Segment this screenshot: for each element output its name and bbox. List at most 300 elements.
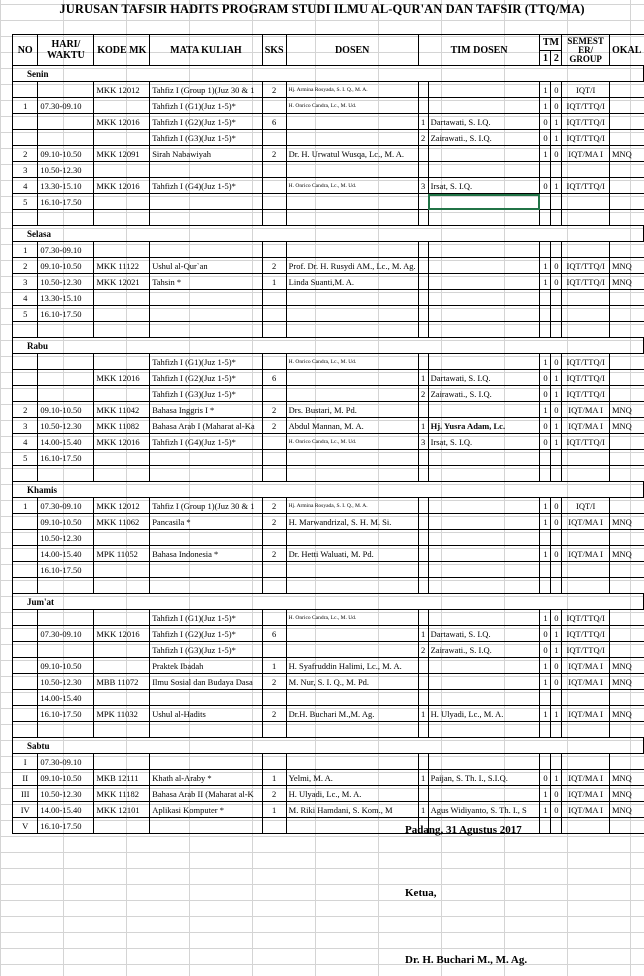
cell-tim-no[interactable] (418, 258, 428, 274)
cell-mata-kuliah[interactable]: Tahfizh I (G1)(Juz 1-5)* (150, 610, 262, 626)
cell-dosen[interactable] (286, 690, 418, 706)
cell-tm-1[interactable]: 0 (540, 434, 551, 450)
cell-sks[interactable]: 2 (262, 418, 286, 434)
cell-waktu[interactable] (38, 386, 94, 402)
cell-tim-dosen[interactable] (428, 242, 540, 258)
cell-dosen[interactable]: Linda Suanti,M. A. (286, 274, 418, 290)
cell-ket[interactable]: MNQ (609, 514, 643, 530)
cell-tim-no[interactable] (418, 306, 428, 322)
cell-tm-1[interactable]: 1 (540, 546, 551, 562)
cell-tim-no[interactable]: 1 (418, 706, 428, 722)
cell-tim-dosen[interactable]: Zairawati., S. I.Q. (428, 130, 540, 146)
cell-ket[interactable] (609, 466, 643, 482)
cell-sks[interactable] (262, 562, 286, 578)
cell-tm-1[interactable]: 1 (540, 658, 551, 674)
cell-kode-mk[interactable] (94, 658, 150, 674)
cell-kode-mk[interactable] (94, 642, 150, 658)
cell-no[interactable] (13, 578, 38, 594)
cell-tm-1[interactable] (540, 754, 551, 770)
day-name[interactable]: Sabtu (13, 738, 644, 754)
cell-waktu[interactable]: 13.30-15.10 (38, 178, 94, 194)
cell-tm-1[interactable] (540, 578, 551, 594)
cell-mata-kuliah[interactable]: Tahfizh I (G1)(Juz 1-5)* (150, 98, 262, 114)
cell-tm-1[interactable]: 0 (540, 178, 551, 194)
cell-no[interactable] (13, 722, 38, 738)
cell-waktu[interactable] (38, 82, 94, 98)
cell-tm-1[interactable]: 1 (540, 514, 551, 530)
cell-tim-no[interactable] (418, 674, 428, 690)
cell-kode-mk[interactable]: MKK 11042 (94, 402, 150, 418)
cell-tm-1[interactable]: 1 (540, 498, 551, 514)
cell-semester[interactable]: IQT/MA I (562, 706, 610, 722)
cell-no[interactable]: V (13, 818, 38, 834)
cell-tm-1[interactable]: 1 (540, 706, 551, 722)
cell-no[interactable] (13, 674, 38, 690)
cell-tim-dosen[interactable] (428, 402, 540, 418)
cell-kode-mk[interactable] (94, 818, 150, 834)
cell-tim-dosen[interactable]: Dartawati, S. I.Q. (428, 370, 540, 386)
cell-ket[interactable] (609, 434, 643, 450)
cell-semester[interactable]: IQT/TTQ/I (562, 642, 610, 658)
cell-waktu[interactable] (38, 466, 94, 482)
cell-sks[interactable] (262, 322, 286, 338)
cell-tm-2[interactable]: 0 (551, 802, 562, 818)
cell-tim-dosen[interactable] (428, 322, 540, 338)
cell-semester[interactable] (562, 306, 610, 322)
cell-no[interactable]: 1 (13, 242, 38, 258)
cell-mata-kuliah[interactable]: Ushul al-Qur`an (150, 258, 262, 274)
cell-sks[interactable] (262, 162, 286, 178)
cell-mata-kuliah[interactable]: Ilmu Sosial dan Budaya Dasa (150, 674, 262, 690)
cell-no[interactable]: 4 (13, 434, 38, 450)
cell-tm-2[interactable]: 0 (551, 610, 562, 626)
cell-tm-2[interactable]: 1 (551, 114, 562, 130)
cell-kode-mk[interactable] (94, 354, 150, 370)
cell-no[interactable]: IV (13, 802, 38, 818)
cell-tim-no[interactable] (418, 98, 428, 114)
cell-kode-mk[interactable] (94, 722, 150, 738)
cell-mata-kuliah[interactable] (150, 722, 262, 738)
cell-kode-mk[interactable]: MKK 12091 (94, 146, 150, 162)
cell-mata-kuliah[interactable]: Bahasa Indonesia * (150, 546, 262, 562)
cell-tm-2[interactable]: 0 (551, 146, 562, 162)
cell-kode-mk[interactable] (94, 242, 150, 258)
cell-ket[interactable]: MNQ (609, 146, 643, 162)
cell-tm-2[interactable]: 0 (551, 354, 562, 370)
cell-dosen[interactable]: Drs. Bustari, M. Pd. (286, 402, 418, 418)
cell-ket[interactable] (609, 194, 643, 210)
cell-waktu[interactable]: 16.10-17.50 (38, 706, 94, 722)
cell-mata-kuliah[interactable]: Tahfiz I (Group 1)(Juz 30 & 1 (150, 498, 262, 514)
cell-kode-mk[interactable]: MKK 11082 (94, 418, 150, 434)
day-name[interactable]: Selasa (13, 226, 644, 242)
cell-tm-1[interactable]: 0 (540, 626, 551, 642)
cell-tm-2[interactable]: 0 (551, 546, 562, 562)
cell-tm-2[interactable] (551, 578, 562, 594)
cell-tm-2[interactable]: 0 (551, 786, 562, 802)
cell-dosen[interactable]: H. Onrico Candra, Lc., M. Ud. (286, 610, 418, 626)
cell-ket[interactable] (609, 114, 643, 130)
col-header-tm-1[interactable]: 1 (540, 51, 551, 66)
cell-mata-kuliah[interactable] (150, 194, 262, 210)
cell-mata-kuliah[interactable]: Tahfiz I (Group 1)(Juz 30 & 1 (150, 82, 262, 98)
cell-waktu[interactable]: 09.10-10.50 (38, 770, 94, 786)
cell-kode-mk[interactable] (94, 450, 150, 466)
col-header-tm-2[interactable]: 2 (551, 51, 562, 66)
cell-semester[interactable] (562, 818, 610, 834)
cell-tm-1[interactable] (540, 210, 551, 226)
cell-waktu[interactable] (38, 722, 94, 738)
cell-semester[interactable] (562, 690, 610, 706)
cell-ket[interactable] (609, 306, 643, 322)
cell-sks[interactable]: 1 (262, 658, 286, 674)
cell-semester[interactable]: IQT/TTQ/I (562, 354, 610, 370)
col-header-kode-mk[interactable]: KODE MK (94, 35, 150, 66)
cell-ket[interactable] (609, 98, 643, 114)
cell-kode-mk[interactable] (94, 466, 150, 482)
cell-semester[interactable] (562, 210, 610, 226)
cell-tm-1[interactable] (540, 530, 551, 546)
cell-sks[interactable] (262, 306, 286, 322)
cell-waktu[interactable]: 09.10-10.50 (38, 658, 94, 674)
cell-tm-2[interactable]: 0 (551, 498, 562, 514)
cell-ket[interactable]: MNQ (609, 786, 643, 802)
cell-semester[interactable] (562, 578, 610, 594)
cell-tm-2[interactable]: 1 (551, 770, 562, 786)
cell-tim-dosen[interactable] (428, 146, 540, 162)
cell-tm-1[interactable]: 1 (540, 610, 551, 626)
cell-semester[interactable] (562, 450, 610, 466)
cell-tm-2[interactable]: 1 (551, 418, 562, 434)
cell-sks[interactable]: 6 (262, 114, 286, 130)
cell-dosen[interactable] (286, 194, 418, 210)
cell-kode-mk[interactable]: MKK 12012 (94, 498, 150, 514)
cell-ket[interactable] (609, 818, 643, 834)
cell-sks[interactable]: 2 (262, 706, 286, 722)
cell-waktu[interactable]: 10.50-12.30 (38, 674, 94, 690)
cell-tim-dosen[interactable] (428, 466, 540, 482)
cell-kode-mk[interactable]: MKK 12016 (94, 434, 150, 450)
cell-no[interactable] (13, 82, 38, 98)
cell-ket[interactable]: MNQ (609, 674, 643, 690)
cell-mata-kuliah[interactable]: Khath al-Araby * (150, 770, 262, 786)
cell-ket[interactable]: MNQ (609, 418, 643, 434)
cell-dosen[interactable] (286, 306, 418, 322)
cell-tim-no[interactable] (418, 194, 428, 210)
cell-tm-1[interactable]: 0 (540, 130, 551, 146)
cell-tim-no[interactable] (418, 210, 428, 226)
cell-semester[interactable]: IQT/MA I (562, 546, 610, 562)
day-name[interactable]: Jum'at (13, 594, 644, 610)
cell-tim-dosen[interactable]: Irsat, S. I.Q. (428, 178, 540, 194)
cell-semester[interactable] (562, 242, 610, 258)
cell-dosen[interactable]: H. Ulyadi, Lc., M. A. (286, 786, 418, 802)
cell-no[interactable]: III (13, 786, 38, 802)
cell-no[interactable] (13, 690, 38, 706)
cell-dosen[interactable] (286, 386, 418, 402)
cell-tim-no[interactable] (418, 498, 428, 514)
cell-mata-kuliah[interactable]: Tahfizh I (G3)(Juz 1-5)* (150, 386, 262, 402)
cell-dosen[interactable] (286, 578, 418, 594)
cell-no[interactable]: 3 (13, 418, 38, 434)
cell-semester[interactable]: IQT/TTQ/I (562, 258, 610, 274)
cell-mata-kuliah[interactable] (150, 562, 262, 578)
cell-mata-kuliah[interactable] (150, 242, 262, 258)
cell-kode-mk[interactable]: MKK 12016 (94, 178, 150, 194)
cell-tm-1[interactable] (540, 322, 551, 338)
cell-waktu[interactable]: 07.30-09.10 (38, 626, 94, 642)
cell-tim-dosen[interactable] (428, 354, 540, 370)
cell-sks[interactable]: 2 (262, 674, 286, 690)
cell-sks[interactable]: 2 (262, 146, 286, 162)
col-header-sks[interactable]: SKS (262, 35, 286, 66)
cell-tm-2[interactable]: 0 (551, 274, 562, 290)
cell-ket[interactable]: MNQ (609, 802, 643, 818)
cell-tim-dosen[interactable] (428, 290, 540, 306)
cell-kode-mk[interactable]: MKK 12016 (94, 626, 150, 642)
cell-tim-no[interactable] (418, 722, 428, 738)
cell-sks[interactable] (262, 354, 286, 370)
cell-tim-no[interactable] (418, 322, 428, 338)
cell-kode-mk[interactable] (94, 130, 150, 146)
cell-tm-2[interactable] (551, 290, 562, 306)
cell-sks[interactable] (262, 578, 286, 594)
cell-no[interactable]: 2 (13, 146, 38, 162)
cell-tim-no[interactable] (418, 530, 428, 546)
cell-mata-kuliah[interactable]: Tahfizh I (G2)(Juz 1-5)* (150, 626, 262, 642)
cell-dosen[interactable] (286, 242, 418, 258)
cell-tim-no[interactable] (418, 450, 428, 466)
cell-waktu[interactable] (38, 370, 94, 386)
cell-semester[interactable] (562, 530, 610, 546)
cell-tim-dosen[interactable]: Paijan, S. Th. I., S.I.Q. (428, 770, 540, 786)
cell-no[interactable] (13, 466, 38, 482)
cell-sks[interactable]: 2 (262, 498, 286, 514)
cell-tim-no[interactable]: 1 (418, 770, 428, 786)
cell-mata-kuliah[interactable]: Tahfizh I (G4)(Juz 1-5)* (150, 434, 262, 450)
cell-sks[interactable]: 2 (262, 258, 286, 274)
cell-tm-1[interactable] (540, 194, 551, 210)
cell-sks[interactable] (262, 610, 286, 626)
cell-no[interactable] (13, 706, 38, 722)
cell-tm-1[interactable]: 1 (540, 674, 551, 690)
cell-ket[interactable] (609, 722, 643, 738)
cell-tm-1[interactable]: 1 (540, 258, 551, 274)
cell-dosen[interactable]: M. Riki Hamdani, S. Kom., M (286, 802, 418, 818)
cell-mata-kuliah[interactable] (150, 466, 262, 482)
cell-no[interactable] (13, 354, 38, 370)
cell-sks[interactable]: 2 (262, 402, 286, 418)
cell-sks[interactable] (262, 210, 286, 226)
cell-tim-no[interactable]: 3 (418, 434, 428, 450)
cell-semester[interactable]: IQT/MA I (562, 514, 610, 530)
cell-tm-1[interactable]: 0 (540, 418, 551, 434)
cell-semester[interactable]: IQT/MA I (562, 786, 610, 802)
cell-no[interactable]: 3 (13, 162, 38, 178)
cell-waktu[interactable] (38, 354, 94, 370)
cell-mata-kuliah[interactable]: Bahasa Arab I (Maharat al-Ka (150, 418, 262, 434)
cell-sks[interactable]: 1 (262, 770, 286, 786)
cell-semester[interactable]: IQT/TTQ/I (562, 98, 610, 114)
cell-semester[interactable]: IQT/TTQ/I (562, 386, 610, 402)
cell-tim-dosen[interactable] (428, 450, 540, 466)
cell-tm-1[interactable]: 1 (540, 402, 551, 418)
cell-ket[interactable] (609, 370, 643, 386)
cell-mata-kuliah[interactable] (150, 690, 262, 706)
cell-tm-1[interactable] (540, 818, 551, 834)
cell-no[interactable]: 5 (13, 194, 38, 210)
cell-tm-2[interactable] (551, 466, 562, 482)
cell-tim-dosen[interactable] (428, 610, 540, 626)
cell-sks[interactable] (262, 818, 286, 834)
cell-ket[interactable] (609, 562, 643, 578)
cell-tm-1[interactable]: 0 (540, 114, 551, 130)
cell-tm-2[interactable]: 1 (551, 130, 562, 146)
cell-tim-no[interactable] (418, 466, 428, 482)
cell-tim-no[interactable] (418, 290, 428, 306)
cell-tm-1[interactable] (540, 306, 551, 322)
cell-mata-kuliah[interactable]: Bahasa Arab II (Maharat al-K (150, 786, 262, 802)
cell-mata-kuliah[interactable]: Ushul al-Hadits (150, 706, 262, 722)
cell-ket[interactable]: MNQ (609, 546, 643, 562)
cell-dosen[interactable]: M. Nur, S. I. Q., M. Pd. (286, 674, 418, 690)
cell-semester[interactable] (562, 562, 610, 578)
cell-tim-no[interactable] (418, 562, 428, 578)
cell-mata-kuliah[interactable] (150, 322, 262, 338)
cell-tim-no[interactable]: 1 (418, 418, 428, 434)
cell-dosen[interactable]: H. Marwandrizal, S. H. M. Si. (286, 514, 418, 530)
cell-tm-2[interactable]: 0 (551, 674, 562, 690)
cell-tm-1[interactable] (540, 466, 551, 482)
cell-dosen[interactable] (286, 818, 418, 834)
cell-tm-2[interactable] (551, 242, 562, 258)
cell-tim-no[interactable] (418, 786, 428, 802)
cell-semester[interactable]: IQT/MA I (562, 802, 610, 818)
cell-semester[interactable] (562, 722, 610, 738)
cell-waktu[interactable]: 10.50-12.30 (38, 162, 94, 178)
cell-tm-2[interactable]: 0 (551, 402, 562, 418)
cell-mata-kuliah[interactable]: Tahfizh I (G3)(Juz 1-5)* (150, 642, 262, 658)
cell-tm-1[interactable]: 0 (540, 386, 551, 402)
cell-no[interactable]: 3 (13, 274, 38, 290)
cell-semester[interactable] (562, 194, 610, 210)
cell-semester[interactable] (562, 466, 610, 482)
cell-semester[interactable] (562, 162, 610, 178)
cell-dosen[interactable]: Dr. Hetti Waluati, M. Pd. (286, 546, 418, 562)
cell-ket[interactable] (609, 354, 643, 370)
cell-tm-1[interactable] (540, 690, 551, 706)
cell-dosen[interactable] (286, 754, 418, 770)
cell-tm-2[interactable] (551, 194, 562, 210)
cell-ket[interactable]: MNQ (609, 658, 643, 674)
cell-tim-no[interactable] (418, 274, 428, 290)
col-header-ket[interactable]: OKAL (609, 35, 643, 66)
cell-sks[interactable]: 6 (262, 370, 286, 386)
cell-waktu[interactable]: 07.30-09.10 (38, 498, 94, 514)
cell-semester[interactable]: IQT/TTQ/I (562, 274, 610, 290)
cell-waktu[interactable] (38, 610, 94, 626)
cell-ket[interactable] (609, 130, 643, 146)
cell-kode-mk[interactable]: MKK 11122 (94, 258, 150, 274)
cell-sks[interactable] (262, 754, 286, 770)
cell-no[interactable] (13, 546, 38, 562)
cell-waktu[interactable]: 14.00-15.40 (38, 546, 94, 562)
cell-ket[interactable] (609, 498, 643, 514)
cell-kode-mk[interactable]: MKK 12016 (94, 370, 150, 386)
cell-kode-mk[interactable] (94, 562, 150, 578)
cell-mata-kuliah[interactable]: Pancasila * (150, 514, 262, 530)
cell-mata-kuliah[interactable] (150, 754, 262, 770)
cell-no[interactable] (13, 322, 38, 338)
cell-semester[interactable]: IQT/TTQ/I (562, 130, 610, 146)
cell-no[interactable]: 1 (13, 498, 38, 514)
cell-dosen[interactable] (286, 210, 418, 226)
cell-mata-kuliah[interactable] (150, 306, 262, 322)
cell-tim-no[interactable]: 1 (418, 802, 428, 818)
cell-tm-2[interactable]: 0 (551, 514, 562, 530)
cell-dosen[interactable] (286, 370, 418, 386)
cell-tim-no[interactable] (418, 146, 428, 162)
cell-tm-2[interactable] (551, 210, 562, 226)
cell-waktu[interactable]: 16.10-17.50 (38, 818, 94, 834)
cell-tim-dosen[interactable] (428, 546, 540, 562)
cell-dosen[interactable]: H. Onrico Candra, Lc., M. Ud. (286, 178, 418, 194)
cell-sks[interactable]: 2 (262, 546, 286, 562)
cell-dosen[interactable] (286, 450, 418, 466)
cell-semester[interactable]: IQT/I (562, 498, 610, 514)
cell-kode-mk[interactable] (94, 754, 150, 770)
cell-sks[interactable]: 1 (262, 274, 286, 290)
cell-kode-mk[interactable] (94, 306, 150, 322)
cell-sks[interactable] (262, 130, 286, 146)
cell-tm-1[interactable]: 1 (540, 146, 551, 162)
cell-tim-dosen[interactable]: Dartawati, S. I.Q. (428, 626, 540, 642)
cell-mata-kuliah[interactable] (150, 578, 262, 594)
cell-kode-mk[interactable]: MKK 12012 (94, 82, 150, 98)
cell-mata-kuliah[interactable]: Bahasa Inggris I * (150, 402, 262, 418)
cell-no[interactable]: 4 (13, 178, 38, 194)
cell-tim-no[interactable] (418, 514, 428, 530)
cell-tm-1[interactable] (540, 450, 551, 466)
cell-dosen[interactable] (286, 114, 418, 130)
cell-waktu[interactable]: 14.00-15.40 (38, 434, 94, 450)
cell-tim-dosen[interactable] (428, 754, 540, 770)
cell-tm-1[interactable] (540, 290, 551, 306)
cell-no[interactable] (13, 114, 38, 130)
cell-tim-no[interactable] (418, 162, 428, 178)
cell-no[interactable]: 1 (13, 98, 38, 114)
cell-tm-1[interactable]: 1 (540, 82, 551, 98)
cell-tm-1[interactable]: 1 (540, 786, 551, 802)
cell-mata-kuliah[interactable] (150, 530, 262, 546)
cell-ket[interactable] (609, 162, 643, 178)
cell-dosen[interactable] (286, 322, 418, 338)
cell-tm-1[interactable]: 0 (540, 370, 551, 386)
cell-kode-mk[interactable]: MKK 12016 (94, 114, 150, 130)
cell-waktu[interactable]: 16.10-17.50 (38, 306, 94, 322)
cell-dosen[interactable] (286, 642, 418, 658)
cell-ket[interactable] (609, 610, 643, 626)
cell-waktu[interactable]: 16.10-17.50 (38, 450, 94, 466)
cell-sks[interactable] (262, 722, 286, 738)
cell-semester[interactable]: IQT/MA I (562, 418, 610, 434)
cell-dosen[interactable]: H. Onrico Candra, Lc., M. Ud. (286, 98, 418, 114)
cell-tim-dosen[interactable] (428, 258, 540, 274)
cell-no[interactable] (13, 130, 38, 146)
cell-ket[interactable] (609, 178, 643, 194)
cell-tim-no[interactable] (418, 242, 428, 258)
cell-kode-mk[interactable] (94, 578, 150, 594)
